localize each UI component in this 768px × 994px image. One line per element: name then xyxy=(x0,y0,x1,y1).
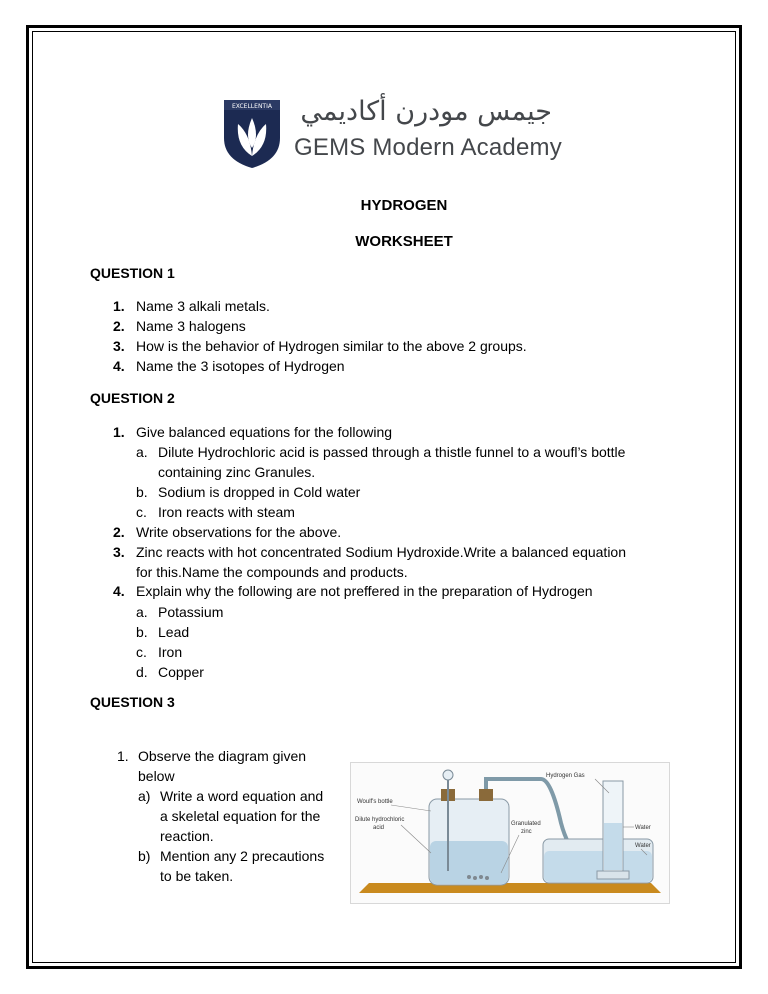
list-item-cont: for this.Name the compounds and products. xyxy=(136,564,408,580)
list-number: 3. xyxy=(113,338,125,354)
sub-list-item: Write a word equation and xyxy=(160,788,324,804)
label-water-jar: Water xyxy=(635,825,651,831)
school-logo xyxy=(222,96,562,174)
question-3-heading: QUESTION 3 xyxy=(90,694,175,710)
list-number: 1. xyxy=(113,298,125,314)
label-dilute-acid: Dilute hydrochloric xyxy=(355,817,405,823)
sub-list-letter: a. xyxy=(136,604,148,620)
sub-list-item: Mention any 2 precautions xyxy=(160,848,325,864)
apparatus-illustration xyxy=(351,763,669,903)
label-woulfs-bottle: Woulf's bottle xyxy=(357,799,393,805)
list-number: 2. xyxy=(113,524,125,540)
sub-list-item: Dilute Hydrochloric acid is passed through a thistle funnel to a woufl’s bottle xyxy=(158,444,626,460)
gas-jar-water xyxy=(604,823,622,870)
hydrogen-apparatus-diagram xyxy=(350,762,670,904)
sub-list-letter: c. xyxy=(136,504,147,520)
sub-list-item: Iron reacts with steam xyxy=(158,504,295,520)
page-subtitle: WORKSHEET xyxy=(355,233,453,250)
logo-arabic-name: جيمس مودرن أكاديمي xyxy=(300,96,552,127)
label-dilute-acid-cont: acid xyxy=(373,825,385,831)
question-1-heading: QUESTION 1 xyxy=(90,265,175,281)
sub-list-letter: a. xyxy=(136,444,148,460)
cork-right xyxy=(479,789,493,801)
label-hydrogen-gas: Hydrogen Gas xyxy=(546,773,585,779)
sub-list-item: Copper xyxy=(158,664,204,680)
sub-list-letter: c. xyxy=(136,644,147,660)
sub-list-item: Potassium xyxy=(158,604,224,620)
list-item-cont: below xyxy=(138,768,175,784)
sub-list-item: Sodium is dropped in Cold water xyxy=(158,484,361,500)
sub-list-item-cont: containing zinc Granules. xyxy=(158,464,316,480)
sub-list-letter: b) xyxy=(138,848,151,864)
list-number: 4. xyxy=(113,358,125,374)
label-granulated-zinc: Granulated xyxy=(511,821,541,827)
sub-list-letter: b. xyxy=(136,624,148,640)
page-title: HYDROGEN xyxy=(360,197,448,214)
list-number: 4. xyxy=(113,583,125,599)
list-item: Name the 3 isotopes of Hydrogen xyxy=(136,358,345,374)
list-item: How is the behavior of Hydrogen similar to the above 2 groups. xyxy=(136,338,527,354)
sub-list-letter: d. xyxy=(136,664,148,680)
thistle-funnel-bulb xyxy=(443,770,453,780)
question-2-heading: QUESTION 2 xyxy=(90,390,175,406)
shield-icon xyxy=(222,98,282,170)
list-item: Write observations for the above. xyxy=(136,524,342,540)
list-item: Give balanced equations for the following xyxy=(136,424,393,440)
list-item: Zinc reacts with hot concentrated Sodium Hydroxide.Write a balanced equation xyxy=(136,544,627,560)
list-number: 1. xyxy=(117,748,129,764)
list-number: 2. xyxy=(113,318,125,334)
sub-list-item: Lead xyxy=(158,624,190,640)
sub-list-item: Iron xyxy=(158,644,183,660)
beehive-shelf xyxy=(597,871,629,879)
list-item: Name 3 halogens xyxy=(136,318,246,334)
list-item: Name 3 alkali metals. xyxy=(136,298,270,314)
label-water-trough: Water xyxy=(635,843,651,849)
list-item: Explain why the following are not preffered in the preparation of Hydrogen xyxy=(136,583,593,599)
sub-list-item-cont: a skeletal equation for the xyxy=(160,808,321,824)
sub-list-letter: a) xyxy=(138,788,151,804)
label-granulated-zinc-cont: zinc xyxy=(521,829,532,835)
list-number: 3. xyxy=(113,544,125,560)
sub-list-letter: b. xyxy=(136,484,148,500)
table-top xyxy=(359,883,661,893)
sub-list-item-cont: to be taken. xyxy=(160,868,234,884)
list-number: 1. xyxy=(113,424,125,440)
badge-text: EXCELLENTIA xyxy=(232,103,272,110)
list-item: Observe the diagram given xyxy=(138,748,307,764)
logo-school-name: GEMS Modern Academy xyxy=(294,134,562,161)
sub-list-item-cont: reaction. xyxy=(160,828,214,844)
